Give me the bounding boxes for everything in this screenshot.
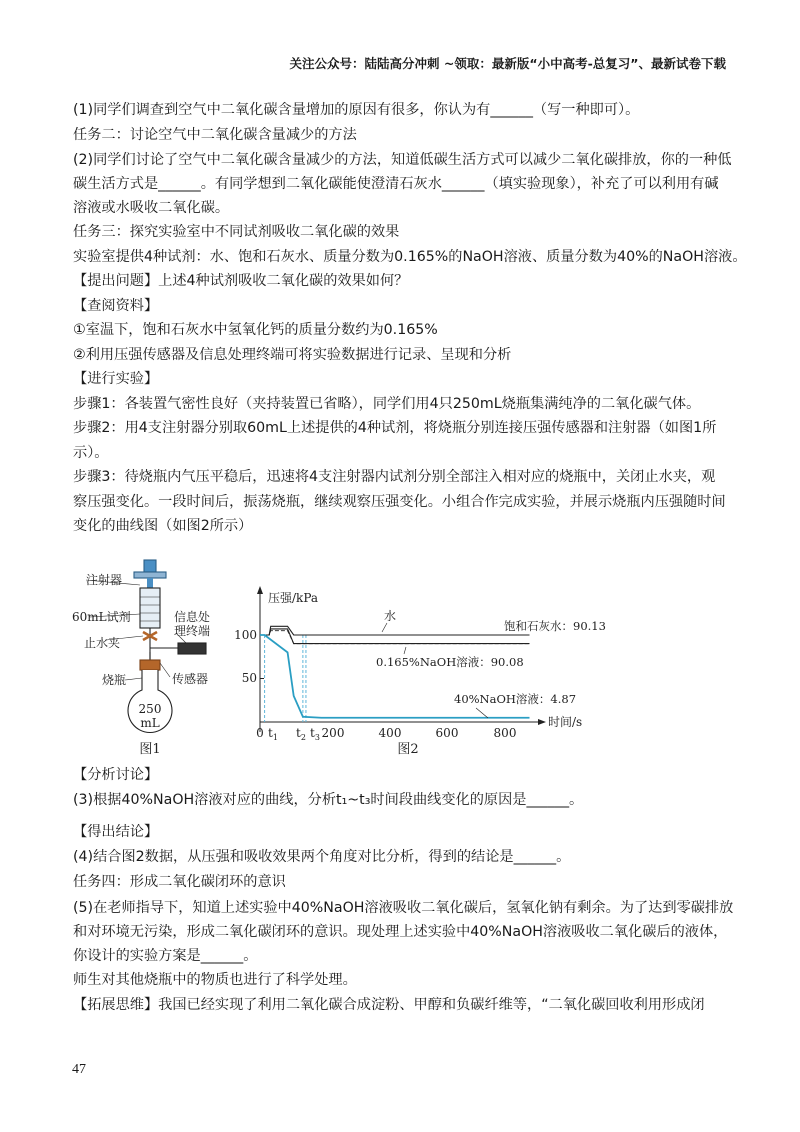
- label-sensor: 传感器: [172, 672, 209, 686]
- text-line: 示）。: [73, 445, 109, 461]
- syringe-flange: [134, 572, 166, 578]
- origin-label: 0: [256, 726, 264, 740]
- text-line: 【分析讨论】: [73, 767, 159, 783]
- x-tick-label: 600: [435, 726, 459, 740]
- label-syringe: 注射器: [86, 573, 123, 587]
- x-tick-label: 400: [378, 726, 402, 740]
- text-line: 你设计的实验方案是______。: [73, 948, 258, 964]
- y-tick-label: 100: [234, 628, 257, 642]
- x-axis-label: 时间/s: [548, 715, 583, 729]
- label-flask-volume: 250: [138, 702, 162, 716]
- text-line: 任务四：形成二氧化碳闭环的意识: [73, 874, 286, 890]
- figure-2-caption: 图2: [397, 742, 419, 757]
- text-line: 【查阅资料】: [73, 298, 159, 314]
- text-line: 步骤2：用4支注射器分别取60mL上述提供的4种试剂，将烧瓶分别连接压强传感器和注射器（如图1所: [73, 420, 717, 436]
- text-line: 溶液或水吸收二氧化碳。: [73, 200, 230, 216]
- text-line: (3)根据40%NaOH溶液对应的曲线，分析t₁~t₃时间段曲线变化的原因是______。: [73, 792, 584, 808]
- text-line: 实验室提供4种试剂：水、饱和石灰水、质量分数为0.165%的NaOH溶液、质量分数为40%的NaOH溶液。: [73, 249, 747, 265]
- x-axis-arrow: [538, 719, 546, 725]
- t3-label: $t_3$: [310, 726, 320, 742]
- text-line: 【进行实验】: [73, 371, 159, 387]
- text-line: 师生对其他烧瓶中的物质也进行了科学处理。: [73, 972, 357, 988]
- text-line: (2)同学们讨论了空气中二氧化碳含量减少的方法，知道低碳生活方式可以减少二氧化碳排放，你的一种低: [73, 152, 732, 168]
- text-line: 【得出结论】: [73, 824, 159, 840]
- text-line: (1)同学们调查到空气中二氧化碳含量增加的原因有很多，你认为有______（写一种即可）。: [73, 102, 640, 118]
- t1-label: $t_1$: [268, 726, 278, 742]
- text-line: 任务二：讨论空气中二氧化碳含量减少的方法: [73, 127, 357, 143]
- y-tick-label: 50: [241, 671, 257, 685]
- text-line: 任务三：探究实验室中不同试剂吸收二氧化碳的效果: [73, 224, 400, 240]
- page-header: 关注公众号：陆陆高分冲刺 ~领取：最新版“小中高考-总复习”、最新试卷下载: [289, 56, 726, 71]
- text-line: ①室温下，饱和石灰水中氢氧化钙的质量分数约为0.165%: [73, 322, 438, 338]
- series-line-0: [260, 626, 530, 635]
- rubber-stopper: [140, 660, 160, 670]
- text-line: 变化的曲线图（如图2所示）: [73, 518, 253, 534]
- text-line: 步骤1：各装置气密性良好（夹持装置已省略），同学们用4只250mL烧瓶集满纯净的二氧化碳气体。: [73, 396, 701, 412]
- text-line: 【提出问题】上述4种试剂吸收二氧化碳的效果如何？: [73, 273, 409, 289]
- y-axis-arrow: [257, 586, 263, 594]
- figure-area: [0, 555, 800, 770]
- series-line-1: [260, 629, 530, 644]
- t2-label: $t_2$: [296, 726, 306, 742]
- syringe-plunger-top: [144, 560, 156, 572]
- text-line: 【拓展思维】我国已经实现了利用二氧化碳合成淀粉、甲醇和负碳纤维等，“二氧化碳回收利用形成闭: [73, 997, 705, 1013]
- label-clamp: 止水夹: [84, 636, 121, 650]
- y-axis-label: 压强/kPa: [268, 591, 319, 605]
- pressure-chart: [234, 586, 606, 742]
- text-line: (5)在老师指导下，知道上述实验中40%NaOH溶液吸收二氧化碳后，氢氧化钠有剩余。为了达到零碳排放: [73, 900, 734, 916]
- water-label: 水: [384, 609, 397, 623]
- series-line-2: [260, 631, 530, 644]
- text-line: 察压强变化。一段时间后，振荡烧瓶，继续观察压强变化。小组合作完成实验，并展示烧瓶内压强随时间: [73, 494, 726, 510]
- page-number: 47: [72, 1062, 86, 1077]
- x-tick-label: 200: [321, 726, 345, 740]
- label-flask: 烧瓶: [102, 673, 127, 687]
- label-flask-unit: mL: [140, 716, 160, 730]
- label-reagent: 60mL试剂: [72, 610, 131, 624]
- label-terminal-1: 信息处: [174, 610, 211, 624]
- sensor-box: [178, 643, 206, 654]
- naoh-conc-label: 40%NaOH溶液：4.87: [454, 692, 577, 706]
- naoh-dilute-label: 0.165%NaOH溶液：90.08: [376, 655, 524, 669]
- syringe-barrel: [140, 588, 160, 628]
- text-line: (4)结合图2数据，从压强和吸收效果两个角度对比分析，得到的结论是______。: [73, 849, 571, 865]
- text-line: 碳生活方式是______。有同学想到二氧化碳能使澄清石灰水______（填实验现象），补充了可以利用有碱: [73, 176, 719, 192]
- x-tick-label: 800: [493, 726, 517, 740]
- figure-1-caption: 图1: [139, 742, 161, 757]
- text-line: 步骤3：待烧瓶内气压平稳后，迅速将4支注射器内试剂分别全部注入相对应的烧瓶中，关闭止水夹，观: [73, 469, 716, 485]
- text-line: 和对环境无污染，形成二氧化碳闭环的意识。现处理上述实验中40%NaOH溶液吸收二氧化碳后的液体，: [73, 924, 728, 940]
- label-terminal-2: 理终端: [174, 624, 211, 638]
- lime-water-label: 饱和石灰水：90.13: [504, 619, 606, 633]
- text-line: ②利用压强传感器及信息处理终端可将实验数据进行记录、呈现和分析: [73, 347, 512, 363]
- syringe-rod: [147, 578, 153, 588]
